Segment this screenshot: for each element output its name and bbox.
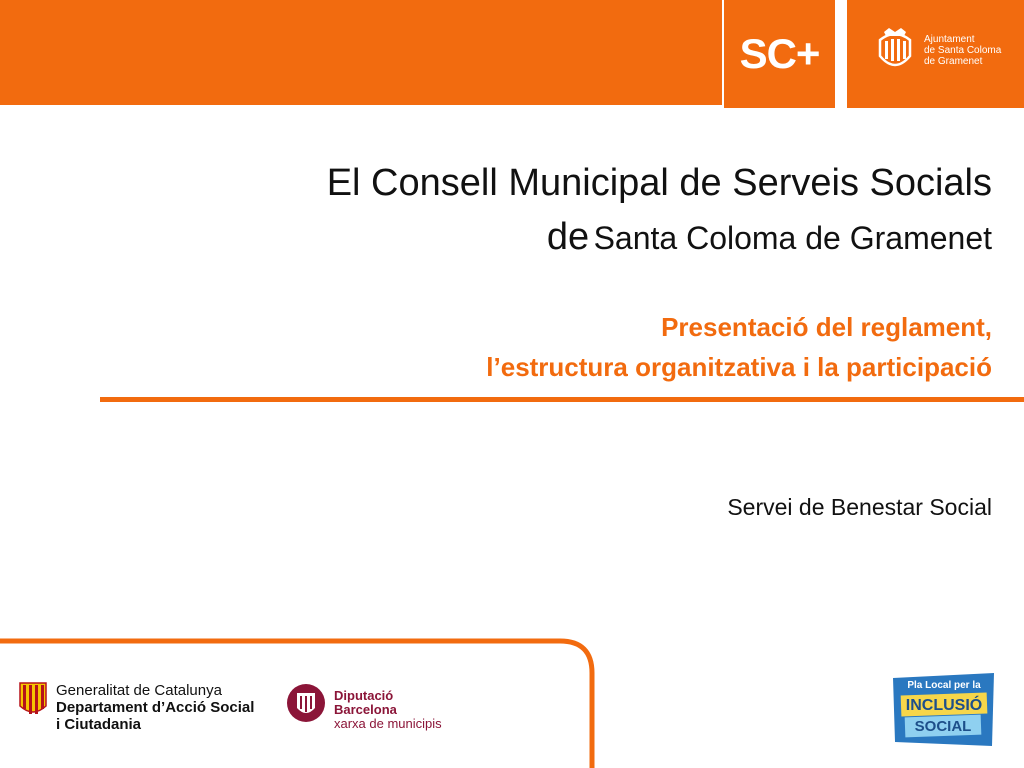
pla-local-inclusio-logo — [891, 672, 996, 747]
subtitle-line-1: Presentació del reglament, — [661, 312, 992, 342]
pla-local-line-3: SOCIAL — [914, 718, 972, 735]
generalitat-line-2: Departament d’Acció Social — [56, 699, 255, 716]
pla-local-line-1: Pla Local per la — [907, 680, 981, 691]
pla-local-line-2: INCLUSIÓ — [905, 697, 983, 714]
ajuntament-line-1: Ajuntament — [924, 34, 975, 45]
title-line-1: El Consell Municipal de Serveis Socials — [326, 162, 992, 204]
title-line-2-place: Santa Coloma de Gramenet — [593, 220, 992, 256]
title-line-2-prefix: de — [546, 216, 590, 258]
service-name: Servei de Benestar Social — [727, 494, 992, 520]
diputacio-emblem-icon — [286, 683, 326, 723]
ajuntament-line-3: de Gramenet — [924, 56, 983, 67]
generalitat-line-1: Generalitat de Catalunya — [56, 682, 222, 699]
ajuntament-line-2: de Santa Coloma — [924, 45, 1002, 56]
subtitle-line-2: l’estructura organitzativa i la participació — [486, 352, 992, 382]
diputacio-text — [334, 689, 442, 731]
diputacio-line-2: Barcelona — [334, 702, 397, 717]
sc-plus-text: SC+ — [739, 30, 820, 77]
diputacio-line-3: xarxa de municipis — [334, 716, 442, 731]
generalitat-text — [56, 682, 254, 733]
generalitat-senyera-icon — [19, 682, 47, 718]
diputacio-line-1: Diputació — [334, 688, 394, 703]
generalitat-line-3: i Ciutadania — [56, 716, 142, 733]
